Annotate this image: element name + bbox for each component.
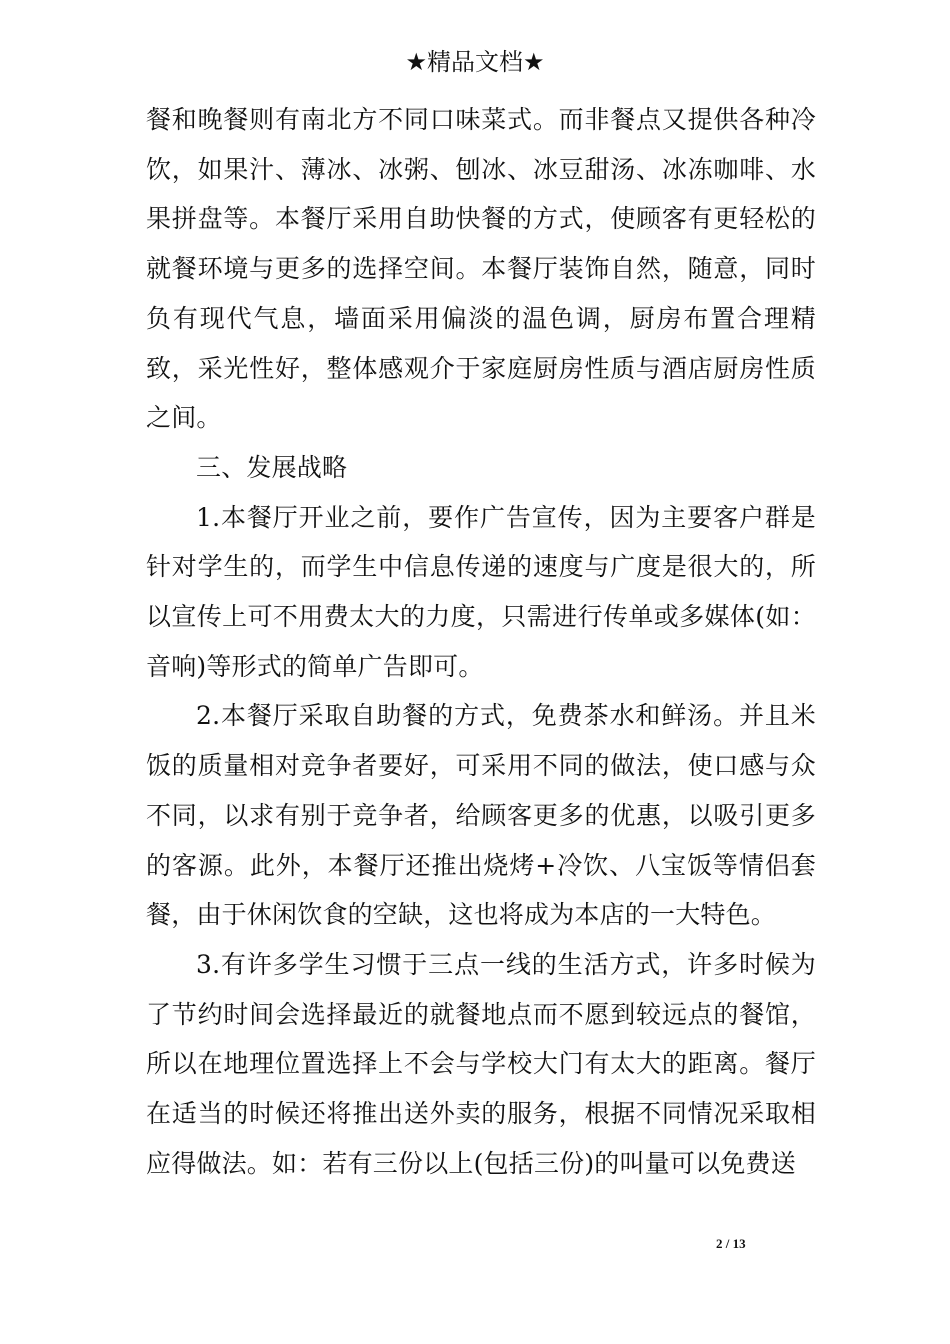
paragraph-strategy-2: 2.本餐厅采取自助餐的方式，免费茶水和鲜汤。并且米饭的质量相对竞争者要好，可采用不同的做法，使口感与众不同，以求有别于竞争者，给顾客更多的优惠，以吸引更多的客源。此外，本餐厅还推出烧烤+冷饮、八宝饭等情侣套餐，由于休闲饮食的空缺，这也将成为本店的一大特色。 bbox=[146, 701, 816, 930]
paragraph-strategy-3: 3.有许多学生习惯于三点一线的生活方式，许多时候为了节约时间会选择最近的就餐地点而不愿到较远点的餐馆，所以在地理位置选择上不会与学校大门有太大的距离。餐厅在适当的时候还将推出送外卖的服务，根据不同情况采取相应得做法。如：若有三份以上(包括三份)的叫量可以免费送 bbox=[146, 949, 816, 1178]
paragraph-strategy-1: 1.本餐厅开业之前，要作广告宣传，因为主要客户群是针对学生的，而学生中信息传递的速度与广度是很大的，所以宣传上可不用费太大的力度，只需进行传单或多媒体(如：音响)等形式的简单广告即可。 bbox=[146, 502, 816, 681]
section-heading-development-strategy: 三、发展战略 bbox=[196, 452, 348, 482]
document-header-title: ★精品文档★ bbox=[405, 48, 545, 76]
page-number: 2 / 13 bbox=[716, 1236, 746, 1251]
document-body bbox=[146, 95, 816, 1188]
paragraph-continuation: 餐和晚餐则有南北方不同口味菜式。而非餐点又提供各种冷饮，如果汁、薄冰、冰粥、刨冰、冰豆甜汤、冰冻咖啡、水果拼盘等。本餐厅采用自助快餐的方式，使顾客有更轻松的就餐环境与更多的选择空间。本餐厅装饰自然，随意，同时负有现代气息，墙面采用偏淡的温色调，厨房布置合理精致，采光性好，整体感观介于家庭厨房性质与酒店厨房性质之间。 bbox=[146, 105, 816, 433]
